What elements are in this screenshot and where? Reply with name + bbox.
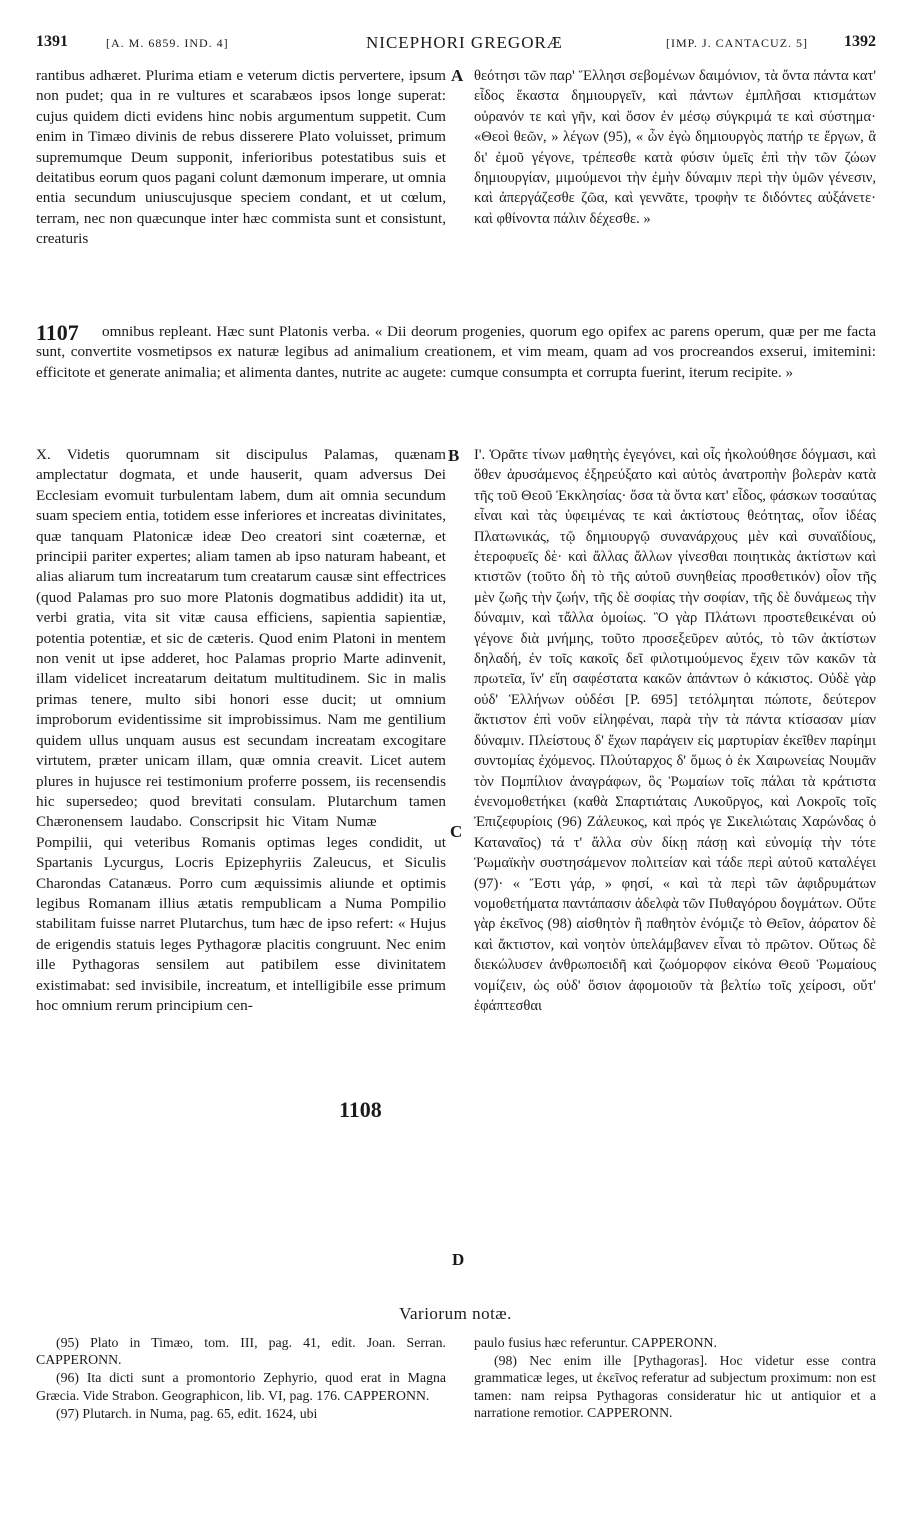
latin-full-width-text: omnibus repleant. Hæc sunt Platonis verba. « Dii deorum progenies, quorum ego opifex ac parens operum, quæ per me facta sunt, convertite vosmetipsos ex naturæ legibus ad animalium creationem, et vim meam, quam ad vos procreandos exserui, imitemini: efficitote et generate animalia; et alimenta dantes, nutrite ac augete: cumque consumpta et corrupta fuerint, iterum recipite. »: [36, 323, 876, 381]
section-marker-b: B: [448, 446, 460, 465]
header-emperor-reign: [IMP. J. CANTACUZ. 5]: [666, 36, 809, 50]
notes-right-column: [474, 1334, 876, 1422]
footnote-98: (98) Nec enim ille [Pythagoras]. Hoc videtur esse contra grammaticæ leges, ut ἐκεῖνος referatur ad subjectum proximum: non est tamen: nam reipsa Pythagoras consideratur hic ut antiquior et a narratione remotior. CAPPERONN.: [474, 1353, 876, 1420]
footnote-97: (97) Plutarch. in Numa, pag. 65, edit. 1624, ubi: [56, 1405, 318, 1421]
footnote-97-continued: paulo fusius hæc referuntur. CAPPERONN.: [474, 1335, 717, 1350]
footnote-95: (95) Plato in Timæo, tom. III, pag. 41, edit. Joan. Serran. CAPPERONN.: [36, 1335, 446, 1368]
latin-column-main: [36, 445, 446, 1290]
greek-column-main: Ι'. Ὁρᾶτε τίνων μαθητὴς ἐγεγόνει, καὶ οἷς ἠκολούθησε δόγμασι, καὶ ὅθεν ἀρυσάμενος ἐξηρεύξατο καὶ αὐτὸς ἀνατροπὴν βολερὰν κατὰ τῆς τοῦ Θεοῦ Ἐκκλησίας· ὅσα τὰ ὄντα κατ' εἶδος, φάσκων τοσαύτας εἶναι καὶ τὰς ὑφειμένας τε καὶ ἀκτίστους θεότητας, οἷον ἰδέας Πλατωνικάς, τῷ δημιουργῷ συνανάρχους μὲν καὶ συναϊδίους, ἑτεροφυεῖς δὲ· καὶ ἄλλας ἄλλων γίνεσθαι ποιητικὰς ἀκτίστων καὶ κτιστῶν (τοῦτο δὴ τὸ τῆς αὐτοῦ συνηθείας προσθετικόν) οἷον τῆς μὲν ζωῆς τὴν ζωήν, τῆς δὲ σοφίας τὴν σοφίαν, τῆς δὲ δυνάμεως τὴν δύναμιν, καὶ τἄλλα ὁμοίως. Ὃ γὰρ Πλάτωνι προστεθεικέναι οὐ γέγονε διὰ μνήμης, τοῦτο προσεξεῦρεν αὐτός, τὸ τῶν ἀκτίστων δηλαδή, ἐν τοῖς κακοῖς δεῖ φιλοτιμούμενος ἔχειν τῶν κακῶν τὰ πρωτεῖα, ἵν' εἴη σαφέστατα κακῶν ἁπάντων ὁ κάκιστος. Οὐδὲ γὰρ οὐδ' Ἑλλήνων οὐδέσι [P. 695] τετόλμηται πώποτε, δεύτερον ἄκτιστον ἐπὶ νοῦν εἰληφέναι, παρὰ τὴν τὰ πάντα κτίσασαν μίαν δύναμιν. Πλείστους δ' ἔχων παράγειν εἰς μαρτυρίαν ἐκεῖθεν παρίημι συντομίας ἐχόμενος. Πλούταρχος δ' ὅμως ὁ ἐκ Χαιρωνείας Νουμᾶν τὸν Πομπίλιον ἀναγράφων, ὃς Ῥωμαίων τοῖς πάλαι τὰ κράτιστα ἐνενομοθετήκει (καθὰ Σπαρτιάταις Λυκοῦργος, καὶ Λοκροῖς τοῖς Ἐπιζεφυρίοις (96) Ζάλευκος, καὶ πρός γε Σικελιώταις Χαρώνδας ὁ Καταναῖος) τά τ' ἄλλα σὺν δίκῃ πάσῃ καὶ εὐνομίᾳ τὴν τότε Ῥωμαϊκὴν συστησάμενον πολιτείαν καὶ τάδε περὶ αὐτοῦ καταλέγει (97)· « Ἔστι γάρ, » φησί, « καὶ τὰ περὶ τῶν ἀφιδρυμάτων νομοθετήματα παντάπασιν ἀδελφὰ τῶν Πυθαγόρου δογμάτων. Οὔτε γὰρ ἐκεῖνος (98) αἰσθητὸν ἢ παθητὸν ἐνόμιζε τὸ Θεῖον, ἀόρατον δὲ καὶ ἄκτιστον, καὶ νοητὸν ὑπελάμβανεν εἶναι τὸ πρῶτον. Οὕτως δὲ διεκώλυσεν ἀνθρωποειδῆ καὶ ζωόμορφον εἰκόνα Θεοῦ Ῥωμαίους νομίζειν, ὡς οὐδ' ὅσιον ἀφομοιοῦν τὰ βελτίω τοῖς χείροσι, οὔτ' ἐφάπτεσθαι: [474, 447, 876, 1014]
notes-left-column: [36, 1334, 446, 1423]
section-marker-c: C: [450, 822, 463, 841]
section-marker-a: A: [451, 66, 464, 85]
column-number-1108: 1108: [339, 1097, 382, 1122]
section-marker-d: D: [452, 1250, 465, 1269]
running-header: [36, 33, 876, 55]
column-number-1107: 1107: [36, 320, 79, 345]
greek-column-top: θεότησι τῶν παρ' Ἕλλησι σεβομένων δαιμόνιον, τὰ ὄντα πάντα κατ' εἶδος ἕκαστα δημιουργεῖν, καὶ πάντων ἐμπλῆσαι κτισμάτων οὐρανόν τε καὶ γῆν, καὶ ὅσον ἐν μέσῳ σύγκριμά τε καὶ σύστημα· «Θεοὶ θεῶν, » λέγων (95), « ὧν ἐγὼ δημιουργὸς πατήρ τε ἔργων, ἃ δι' ἐμοῦ γέγονε, τρέπεσθε κατὰ φύσιν ὑμεῖς ἐπὶ τὴν τῶν ζώων δημιουργίαν, μιμούμενοι τὴν ἐμὴν δύναμιν περὶ τὴν ὑμῶν γένεσιν, καὶ ἀπεργάζεσθε ζῶα, καὶ γεννᾶτε, τροφὴν τε διδόντες αὐξάνετε· καὶ φθίνοντα πάλιν δέχεσθε. »: [474, 68, 876, 227]
latin-main-text-part-2: Pompilii, qui veteribus Romanis optimas leges condidit, ut Spartanis Lycurgus, Locris Epizephyriis Zaleucus, et Siculis Charondas Catanæus. Porro cum æquissimis aliunde et optimis legibus Romanam illius ætatis rempublicam a Numa Pompilio stabilitam fuisse narret Plutarchus, tum hæc de ipso refert: « Hujus de erigendis statuis leges Pythagoræ placitis congruunt. Nec enim ille Pythagoras sensilem aut patibilem esse divinitatem existimabat: sed invisibile, increatum, et intelligibile esse primum hoc omnium rerum principium cen-: [36, 833, 446, 1014]
latin-column-top: rantibus adhæret. Plurima etiam e veterum dictis pervertere, ipsum non pudet; qua in re vultures et scarabæos ipsos longe superat: cujus quidem dicti evidens hinc nobis argumentum suppetit. Cum enim in Timæo divinis de rebus disserere Plato voluisset, primum supremumque Deum supponit, inferioribus potestatibus suis et deitatibus eorum quos pagani colunt dæmonum imperare, ut omnia entia secundum uniuscujusque speciem condant, et ut cœlum, terram, nec non quæcunque inter hæc commista sunt et consistunt, creaturis: [36, 67, 446, 248]
latin-full-width-paragraph: [36, 322, 876, 442]
page-number-left: 1391: [36, 33, 68, 50]
latin-main-text-part-1: X. Videtis quorumnam sit discipulus Palamas, quænam amplectatur dogmata, et unde hauserit, quam adversus Dei Ecclesiam evomuit turbulentam labem, dum ait omnia secundum suam speciem entia, totidem esse inferiores et increatas divinitates, quæ tanquam Platonicæ ideæ Deo creatori sint coæternæ, et principii pariter expertes; aliam tamen ab ipso naturam habeant, et alias aliarum tum increatarum tum creatarum causæ sint effectrices (quod Palamas pro suo more Platonis dogmatibus addidit) ita ut, verbi gratia, vita sit vitæ causa efficiens, sapientia sapientiæ, potentia potentiæ, et sic de cæteris. Quod enim Platoni in mentem non venit ut ipse adderet, hoc Palamas proprio Marte adinvenit, illam videlicet increatarum deitatum multitudinem. Sic in malis primas tenere, multo sibi honori esse ducit; ut omnium improborum evidentissime sit improbissimus. Nam me gentilium quidem ullus unquam ausus est secundam increatam excogitare virtutem, præter unicam illam, quæ omnia creavit. Licet autem plures in hujusce rei testimonium proferre possem, iis recensendis hic supersedeo; quod brevitati consulam. Plutarchum tamen Chæronensem laudabo. Conscripsit hic Vitam Numæ: [36, 446, 446, 831]
footnote-96: (96) Ita dicti sunt a promontorio Zephyrio, quod erat in Magna Græcia. Vide Strabon. Geographicon, lib. VI, pag. 176. CAPPERONN.: [36, 1370, 446, 1403]
header-year-indiction: [A. M. 6859. IND. 4]: [106, 36, 229, 50]
header-author-title: NICEPHORI GREGORÆ: [366, 33, 563, 52]
notes-heading: Variorum notæ.: [399, 1304, 512, 1323]
page-number-right: 1392: [844, 33, 876, 50]
